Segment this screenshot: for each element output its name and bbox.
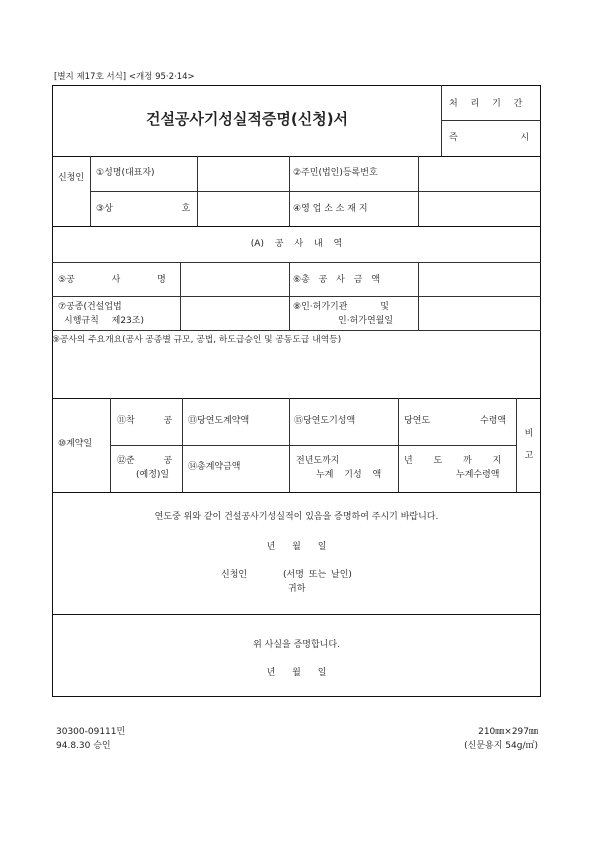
year-progress-amount-label: ⑮당연도기성액 bbox=[294, 416, 356, 426]
certification-text: 위 사실을 증명합니다. bbox=[253, 640, 340, 650]
divider bbox=[52, 492, 541, 493]
form-title: 건설공사기성실적증명(신청)서 bbox=[145, 110, 349, 128]
total-contract-amount-label: ⑭총계약금액 bbox=[188, 462, 241, 472]
total-amount-label: ⑥총 공 사 금 액 bbox=[293, 275, 380, 285]
remarks-label: 비 고 bbox=[524, 429, 534, 461]
revision-label: <개정 95·2·14> bbox=[128, 72, 195, 82]
paper-spec: (신문용지 54g/㎡) bbox=[464, 741, 538, 751]
request-text: 연도중 위와 같이 건설공사기성실적이 있음을 증명하여 주시기 바랍니다. bbox=[154, 512, 439, 522]
completion-date-label-2: (예정)일 bbox=[136, 470, 170, 480]
divider bbox=[52, 296, 541, 297]
completion-date-label-1: ⑫준 공 bbox=[117, 456, 173, 466]
divider bbox=[90, 191, 541, 192]
year-received-label-1: 당연도 bbox=[404, 416, 431, 426]
divider bbox=[52, 156, 541, 157]
divider bbox=[52, 226, 541, 227]
contract-date-label: ⑩계약일 bbox=[58, 439, 93, 449]
paper-size: 210㎜×297㎜ bbox=[478, 727, 538, 737]
start-date-label: ⑪착 공 bbox=[117, 416, 173, 426]
overview-label: ⑨공사의 주요개요(공사 공종별 규모, 공법, 하도급승인 및 공동도급 내역등) bbox=[52, 335, 342, 345]
addressee: 귀하 bbox=[288, 584, 306, 594]
work-type-label-1: ⑦공종(건설업법 bbox=[58, 302, 122, 312]
business-address-label: ④영 업 소 소 재 지 bbox=[293, 204, 368, 214]
divider bbox=[110, 445, 516, 446]
form-number-label bbox=[54, 72, 195, 82]
divider bbox=[52, 398, 541, 399]
divider bbox=[516, 398, 517, 492]
divider bbox=[52, 262, 541, 263]
form-label: [별지 제17호 서식] bbox=[54, 72, 127, 82]
project-name-label: ⑤공 사 명 bbox=[58, 275, 166, 285]
work-type-label-2: 시행규칙 제23조) bbox=[64, 316, 144, 326]
year-contract-amount-label: ⑬당연도계약액 bbox=[188, 416, 250, 426]
registration-number-label: ②주민(법인)등록번호 bbox=[293, 168, 378, 178]
signature-note: (서명 또는 날인) bbox=[283, 570, 352, 580]
approval-date: 94.8.30 승인 bbox=[56, 741, 111, 751]
divider bbox=[441, 120, 541, 121]
trade-name-label: ③상 호 bbox=[96, 204, 191, 214]
applicant-section-label: 신청인 bbox=[57, 173, 85, 183]
prev-years-label-2: 누계 기성 액 bbox=[316, 470, 382, 480]
processing-period-value: 즉 시 bbox=[449, 133, 530, 143]
certification-date-line: 년 월 일 bbox=[266, 668, 327, 678]
request-date-line: 년 월 일 bbox=[266, 542, 327, 552]
divider bbox=[52, 330, 541, 331]
construction-section-title: (A) 공 사 내 역 bbox=[250, 239, 343, 249]
year-received-label-2: 수령액 bbox=[480, 416, 507, 426]
cumulative-received-label-1: 년 도 까 지 bbox=[404, 456, 502, 466]
cumulative-received-label-2: 누계수령액 bbox=[456, 470, 500, 480]
permit-label-2: 인·허가연월일 bbox=[338, 316, 394, 326]
name-label: ①성명(대표자) bbox=[96, 168, 155, 178]
form-code: 30300-09111민 bbox=[56, 727, 126, 737]
prev-years-label-1: 전년도까지 bbox=[296, 456, 340, 466]
applicant-signature-label: 신청인 bbox=[221, 570, 248, 580]
processing-period-label: 처 리 기 간 bbox=[449, 99, 528, 109]
permit-label-1: ⑧인·허가기관 및 bbox=[293, 302, 389, 312]
divider bbox=[52, 614, 541, 615]
